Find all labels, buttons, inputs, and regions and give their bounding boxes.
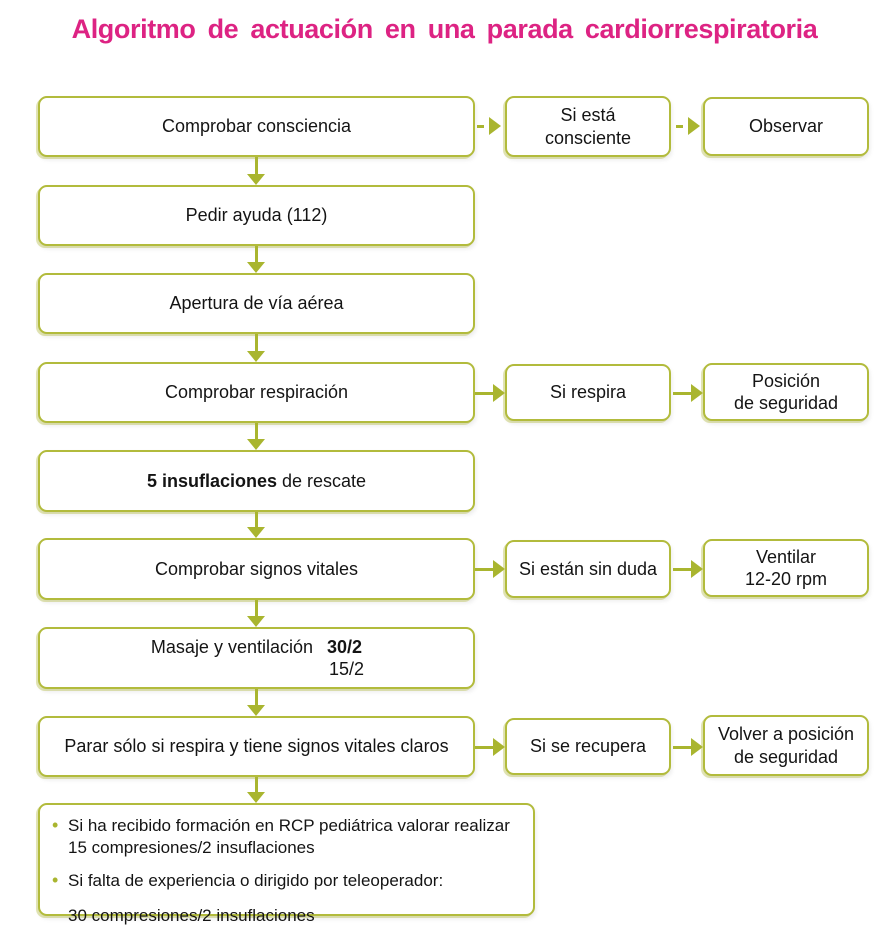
condition-label-line1: Si respira: [549, 382, 627, 403]
action-label-line2: de seguridad: [733, 393, 839, 413]
flow-step-pedir-ayuda: [38, 185, 475, 246]
flow-step-parar-solo: [38, 716, 475, 777]
note-item: [52, 905, 521, 927]
right-arrow-icon: [493, 384, 505, 402]
flow-step-label: [151, 636, 362, 659]
right-arrow-icon: [691, 384, 703, 402]
down-arrow-connector: [247, 777, 265, 803]
condition-si-se-recupera: [505, 718, 671, 775]
flow-step-masaje-ventilacion: [38, 627, 475, 689]
flow-step-label-bold: 5 insuflaciones: [146, 470, 277, 491]
right-arrow-connector: [673, 560, 703, 578]
right-arrow-connector: [475, 738, 505, 756]
condition-label-line1: Si están sin duda: [518, 558, 658, 579]
right-arrow-connector: [673, 738, 703, 756]
action-ventilar-12-20-rpm: [703, 539, 869, 597]
right-arrow-icon: [493, 738, 505, 756]
right-arrow-connector: [676, 117, 700, 135]
down-arrow-connector: [247, 600, 265, 627]
condition-label-line1: Si se recupera: [529, 736, 647, 757]
action-posicion-seguridad: [703, 363, 869, 421]
down-arrow-connector: [247, 689, 265, 716]
flow-step-comprobar-signos-vitales: [38, 538, 475, 600]
arrow-line: [676, 125, 683, 128]
bullet-icon: •: [52, 870, 59, 891]
arrow-line: [255, 689, 258, 705]
arrow-line: [255, 600, 258, 616]
arrow-line: [475, 392, 493, 395]
right-arrow-icon: [688, 117, 700, 135]
arrow-line: [255, 246, 258, 262]
action-volver-posicion-seguridad: [703, 715, 869, 776]
condition-si-respira: [505, 364, 671, 421]
down-arrow-icon: [247, 616, 265, 627]
arrow-line: [475, 568, 493, 571]
arrow-line: [255, 777, 258, 792]
flow-step-label: Comprobar consciencia: [161, 116, 352, 137]
page-title: Algoritmo de actuación en una parada cardiorrespiratoria: [71, 14, 818, 44]
flow-step-label: Parar sólo si respira y tiene signos vitales claros: [64, 736, 449, 757]
right-arrow-icon: [493, 560, 505, 578]
condition-label-line1: Si está: [560, 105, 616, 125]
down-arrow-icon: [247, 351, 265, 362]
arrow-line: [673, 568, 691, 571]
arrow-line: [255, 423, 258, 439]
flow-step-comprobar-consciencia: [38, 96, 475, 157]
action-label-line1: Observar: [748, 116, 824, 137]
note-item: [52, 815, 521, 859]
down-arrow-connector: [247, 512, 265, 538]
right-arrow-icon: [489, 117, 501, 135]
flow-step-insuflaciones-rescate: [38, 450, 475, 512]
down-arrow-connector: [247, 157, 265, 185]
note-text: Si falta de experiencia o dirigido por teleoperador:: [68, 871, 444, 891]
action-label-line1: Ventilar: [755, 546, 817, 567]
notes-box: [38, 803, 535, 926]
down-arrow-icon: [247, 705, 265, 716]
action-label-line1: Posición: [751, 370, 821, 391]
down-arrow-icon: [247, 174, 265, 185]
down-arrow-icon: [247, 439, 265, 450]
arrow-line: [255, 512, 258, 527]
action-label-line2: de seguridad: [733, 746, 839, 767]
condition-si-esta-consciente: [505, 96, 671, 157]
flow-step-label: Apertura de vía aérea: [169, 293, 344, 314]
note-item: [52, 870, 521, 892]
flow-step-label: [147, 470, 366, 493]
down-arrow-icon: [247, 262, 265, 273]
action-label-line1: Volver a posición: [717, 724, 855, 744]
right-arrow-connector: [673, 384, 703, 402]
down-arrow-icon: [247, 527, 265, 538]
right-arrow-icon: [691, 738, 703, 756]
flow-step-apertura-via-aerea: [38, 273, 475, 334]
flow-step-label: Comprobar respiración: [164, 382, 349, 403]
arrow-line: [255, 334, 258, 351]
condition-label-line2: consciente: [544, 127, 632, 148]
flow-step-label-prefix: Masaje y ventilación: [150, 636, 314, 657]
right-arrow-connector: [475, 384, 505, 402]
bullet-icon: •: [52, 815, 59, 835]
down-arrow-connector: [247, 246, 265, 273]
action-observar: [703, 97, 869, 156]
condition-si-estan-sin-duda: [505, 540, 671, 598]
arrow-line: [255, 157, 258, 174]
flow-step-comprobar-respiracion: [38, 362, 475, 423]
ratio-30-2: 30/2: [327, 636, 363, 657]
ratio-15-2: 15/2: [328, 659, 365, 679]
right-arrow-connector: [475, 560, 505, 578]
arrow-line: [475, 746, 493, 749]
arrow-line: [673, 392, 691, 395]
flow-step-label: Comprobar signos vitales: [154, 558, 359, 579]
down-arrow-icon: [247, 792, 265, 803]
right-arrow-icon: [691, 560, 703, 578]
arrow-line: [673, 746, 691, 749]
note-text: 30 compresiones/2 insuflaciones: [68, 906, 315, 926]
right-arrow-connector: [477, 117, 501, 135]
down-arrow-connector: [247, 423, 265, 450]
note-text: Si ha recibido formación en RCP pediátrica valorar realizar 15 compresiones/2 insuflaciones: [68, 816, 510, 858]
flow-step-label-rest: de rescate: [276, 470, 367, 491]
action-label-line2: 12-20 rpm: [744, 569, 828, 589]
arrow-line: [477, 125, 484, 128]
down-arrow-connector: [247, 334, 265, 362]
flow-step-label: Pedir ayuda (112): [185, 205, 328, 226]
